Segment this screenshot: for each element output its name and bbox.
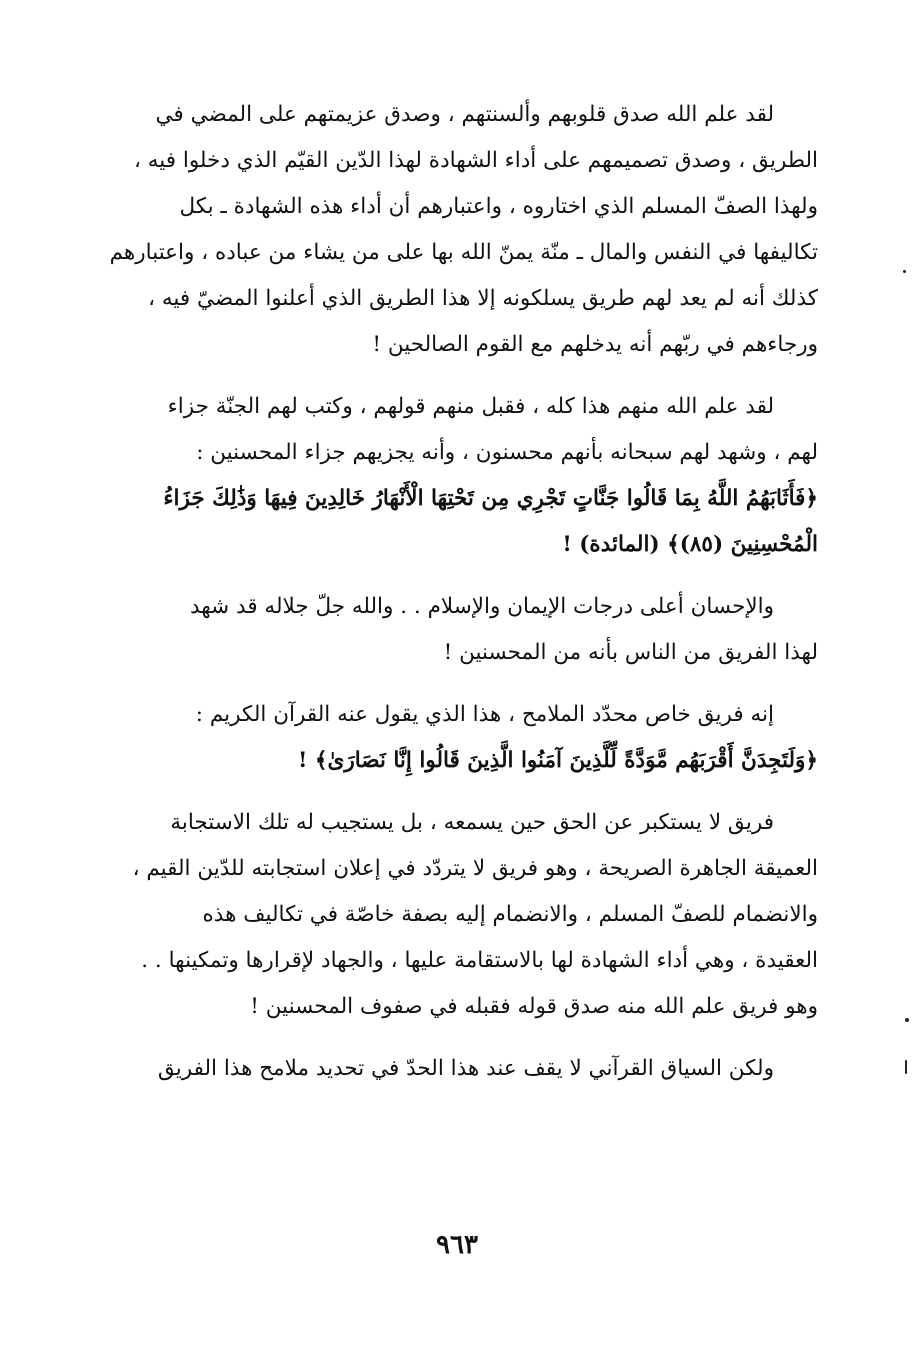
quran-verse-line: الْمُحْسِنِينَ (٨٥)﴾ (المائدة) ! bbox=[562, 532, 818, 557]
text-line: إنه فريق خاص محدّد الملامح ، هذا الذي يقول عنه القرآن الكريم : bbox=[195, 702, 774, 727]
text-line: لهم ، وشهد لهم سبحانه بأنهم محسنون ، وأنه يجزيهم جزاء المحسنين : bbox=[196, 440, 818, 465]
text-line: الطريق ، وصدق تصميمهم على أداء الشهادة لهذا الدّين القيّم الذي دخلوا فيه ، bbox=[133, 148, 818, 173]
paragraph-5 bbox=[74, 800, 818, 1030]
text-line: وهو فريق علم الله منه صدق قوله فقبله في صفوف المحسنين ! bbox=[250, 994, 818, 1019]
scan-speck bbox=[903, 270, 906, 273]
text-line: لقد علم الله منهم هذا كله ، فقبل منهم قولهم ، وكتب لهم الجنّة جزاء bbox=[167, 394, 774, 419]
text-line: ولكن السياق القرآني لا يقف عند هذا الحدّ في تحديد ملامح هذا الفريق bbox=[157, 1056, 774, 1081]
scan-speck bbox=[905, 1018, 909, 1022]
page-body bbox=[74, 92, 818, 1108]
text-line: والإحسان أعلى درجات الإيمان والإسلام . . والله جلّ جلاله قد شهد bbox=[189, 594, 774, 619]
paragraph-1 bbox=[74, 92, 818, 368]
text-line: العميقة الجاهرة الصريحة ، وهو فريق لا يتردّد في إعلان استجابته للدّين القيم ، bbox=[132, 856, 818, 881]
paragraph-2 bbox=[74, 384, 818, 568]
paragraph-4 bbox=[74, 692, 818, 784]
text-line: والانضمام للصفّ المسلم ، والانضمام إليه بصفة خاصّة في تكاليف هذه bbox=[202, 902, 818, 927]
paragraph-3 bbox=[74, 584, 818, 676]
text-line: فريق لا يستكبر عن الحق حين يسمعه ، بل يستجيب له تلك الاستجابة bbox=[170, 810, 774, 835]
text-line: كذلك أنه لم يعد لهم طريق يسلكونه إلا هذا الطريق الذي أعلنوا المضيّ فيه ، bbox=[148, 286, 818, 311]
text-line: العقيدة ، وهي أداء الشهادة لها بالاستقامة عليها ، والجهاد لإقرارها وتمكينها . . bbox=[141, 948, 818, 973]
text-line: لقد علم الله صدق قلوبهم وألسنتهم ، وصدق عزيمتهم على المضي في bbox=[155, 102, 774, 127]
text-line: ورجاءهم في ربّهم أنه يدخلهم مع القوم الصالحين ! bbox=[372, 332, 818, 357]
quran-verse-line: ﴿فَأَثَابَهُمُ اللَّهُ بِمَا قَالُوا جَنَّاتٍ تَجْرِي مِن تَحْتِهَا الْأَنْهَارُ خَالِدِينَ فِيهَا وَذَٰلِكَ جَزَاءُ bbox=[163, 486, 818, 511]
page-number: ٩٦٣ bbox=[436, 1230, 478, 1260]
text-line: تكاليفها في النفس والمال ـ منّة يمنّ الله بها على من يشاء من عباده ، واعتبارهم bbox=[109, 240, 818, 265]
quran-verse-line: ﴿وَلَتَجِدَنَّ أَقْرَبَهُم مَّوَدَّةً لِّلَّذِينَ آمَنُوا الَّذِينَ قَالُوا إِنَّا نَصَارَىٰ﴾ ! bbox=[297, 748, 818, 773]
text-line: ولهذا الصفّ المسلم الذي اختاروه ، واعتبارهم أن أداء هذه الشهادة ـ بكل bbox=[179, 194, 818, 219]
paragraph-6 bbox=[74, 1046, 818, 1092]
scan-speck bbox=[905, 1060, 907, 1074]
text-line: لهذا الفريق من الناس بأنه من المحسنين ! bbox=[443, 640, 818, 665]
